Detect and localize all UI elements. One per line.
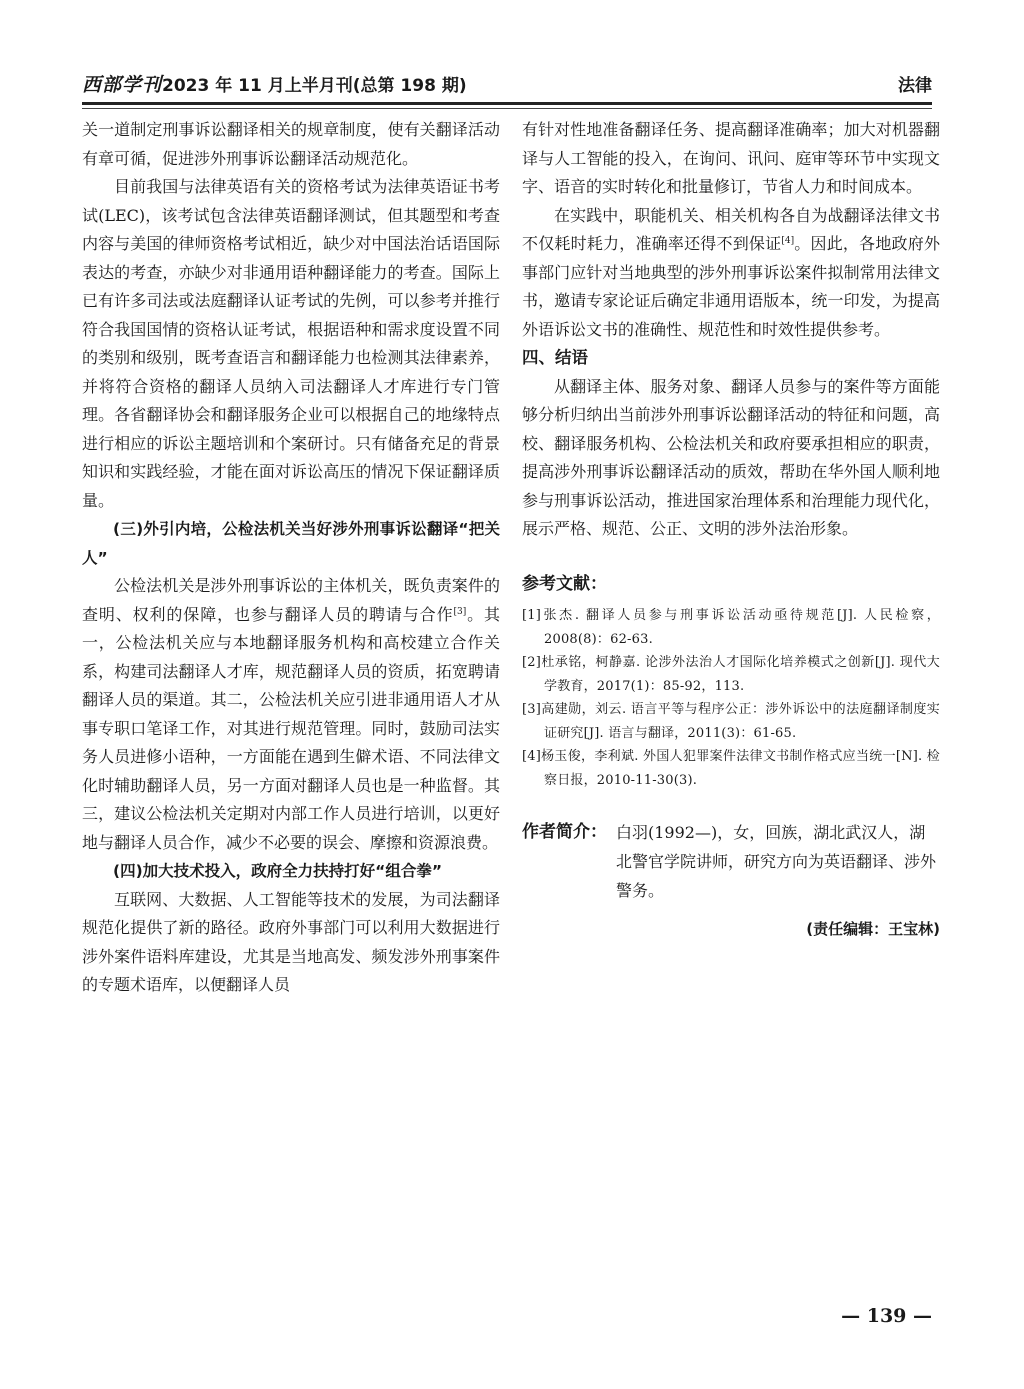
running-header — [82, 70, 932, 98]
paragraph: 从翻译主体、服务对象、翻译人员参与的案件等方面能够分析归纳出当前涉外刑事诉讼翻译活动的特征和问题，高校、翻译服务机构、公检法机关和政府要承担相应的职责，提高涉外刑事诉讼翻译活动的质效，帮助在华外国人顺利地参与刑事诉讼活动，推进国家治理体系和治理能力现代化，展示严格、规范、公正、文明的涉外法治形象。 — [522, 376, 940, 538]
journal-logo: 西部学刊 — [82, 74, 163, 96]
paragraph: 关一道制定刑事诉讼翻译相关的规章制度，使有关翻译活动有章可循，促进涉外刑事诉讼翻译活动规范化。 — [82, 120, 500, 168]
author-bio — [522, 818, 940, 905]
paragraph — [522, 202, 940, 345]
section-label: 法律 — [898, 76, 932, 96]
paragraph-text: 公检法机关是涉外刑事诉讼的主体机关，既负责案件的查明、权利的保障，也参与翻译人员的聘请与合作 — [82, 576, 500, 624]
reference-item: [4]杨玉俊，李利斌. 外国人犯罪案件法律文书制作格式应当统一[N]. 检察日报，2010-11-30(3). — [522, 749, 940, 788]
right-column — [522, 116, 940, 944]
header-rule-thin — [82, 108, 932, 109]
section-heading: 四、结语 — [522, 348, 588, 367]
citation-3: [3] — [453, 606, 467, 617]
paragraph-text: 。其一，公检法机关应与本地翻译服务机构和高校建立合作关系，构建司法翻译人才库，规范翻译人员的资质，拓宽聘请翻译人员的渠道。其二，公检法机关应引进非通用语人才从事专职口笔译工作，对其进行规范管理。同时，鼓励司法实务人员进修小语种，一方面能在遇到生僻术语、不同法律文化时辅助翻译人员，另一方面对翻译人员也是一种监督。其三，建议公检法机关定期对内部工作人员进行培训，以更好地与翻译人员合作，减少不必要的误会、摩擦和资源浪费。 — [82, 604, 500, 852]
reference-item: [2]杜承铭，柯静嘉. 论涉外法治人才国际化培养模式之创新[J]. 现代大学教育，2017(1)：85-92，113. — [522, 655, 940, 694]
citation-4: [4] — [781, 236, 795, 246]
reference-item: [3]高建勋，刘云. 语言平等与程序公正：涉外诉讼中的法庭翻译制度实证研究[J]. 语言与翻译，2011(3)：61-65. — [522, 702, 940, 741]
paragraph-text: 在实践中，职能机关、相关机构各自为战翻译法律文书不仅耗时耗力，准确率还得不到保证 — [522, 205, 940, 253]
page-number: — 139 — — [841, 1305, 932, 1327]
subsection-heading-4: (四)加大技术投入，政府全力扶持打好“组合拳” — [113, 862, 443, 880]
reference-item: [1]张杰. 翻译人员参与刑事诉讼活动亟待规范[J]. 人民检察，2008(8)：62-63. — [522, 608, 940, 647]
issue-info: 2023 年 11 月上半月刊(总第 198 期) — [162, 76, 467, 96]
subsection-heading-3: (三)外引内培，公检法机关当好涉外刑事诉讼翻译“把关人” — [82, 520, 500, 567]
left-column — [82, 116, 500, 1000]
paragraph — [82, 572, 500, 857]
paragraph: 互联网、大数据、人工智能等技术的发展，为司法翻译规范化提供了新的路径。政府外事部门可以利用大数据进行涉外案件语料库建设，尤其是当地高发、频发涉外刑事案件的专题术语库，以便翻译人员 — [82, 889, 500, 994]
author-label: 作者简介： — [522, 822, 607, 842]
paragraph: 目前我国与法律英语有关的资格考试为法律英语证书考试(LEC)，该考试包含法律英语翻译测试，但其题型和考查内容与美国的律师资格考试相近，缺少对中国法治话语国际表达的考查，亦缺少对非通用语种翻译能力的考查。国际上已有许多司法或法庭翻译认证考试的先例，可以参考并推行符合我国国情的资格认证考试，根据语种和需求度设置不同的类别和级别，既考查语言和翻译能力也检测其法律素养，并将符合资格的翻译人员纳入司法翻译人才库进行专门管理。各省翻译协会和翻译服务企业可以根据自己的地缘特点进行相应的诉讼主题培训和个案研讨。只有储备充足的背景知识和实践经验，才能在面对诉讼高压的情况下保证翻译质量。 — [82, 177, 500, 510]
responsible-editor: (责任编辑：王宝林) — [806, 920, 940, 938]
author-text: 白羽(1992—)，女，回族，湖北武汉人，湖北警官学院讲师，研究方向为英语翻译、涉外警务。 — [616, 823, 937, 900]
paragraph: 有针对性地准备翻译任务、提高翻译准确率；加大对机器翻译与人工智能的投入，在询问、讯问、庭审等环节中实现文字、语音的实时转化和批量修订，节省人力和时间成本。 — [522, 120, 940, 196]
header-rule-thick — [82, 102, 932, 105]
paragraph-text: 。因此，各地政府外事部门应针对当地典型的涉外刑事诉讼案件拟制常用法律文书，邀请专家论证后确定非通用语版本，统一印发，为提高外语诉讼文书的准确性、规范性和时效性提供参考。 — [522, 234, 940, 339]
references-title: 参考文献： — [522, 573, 607, 594]
